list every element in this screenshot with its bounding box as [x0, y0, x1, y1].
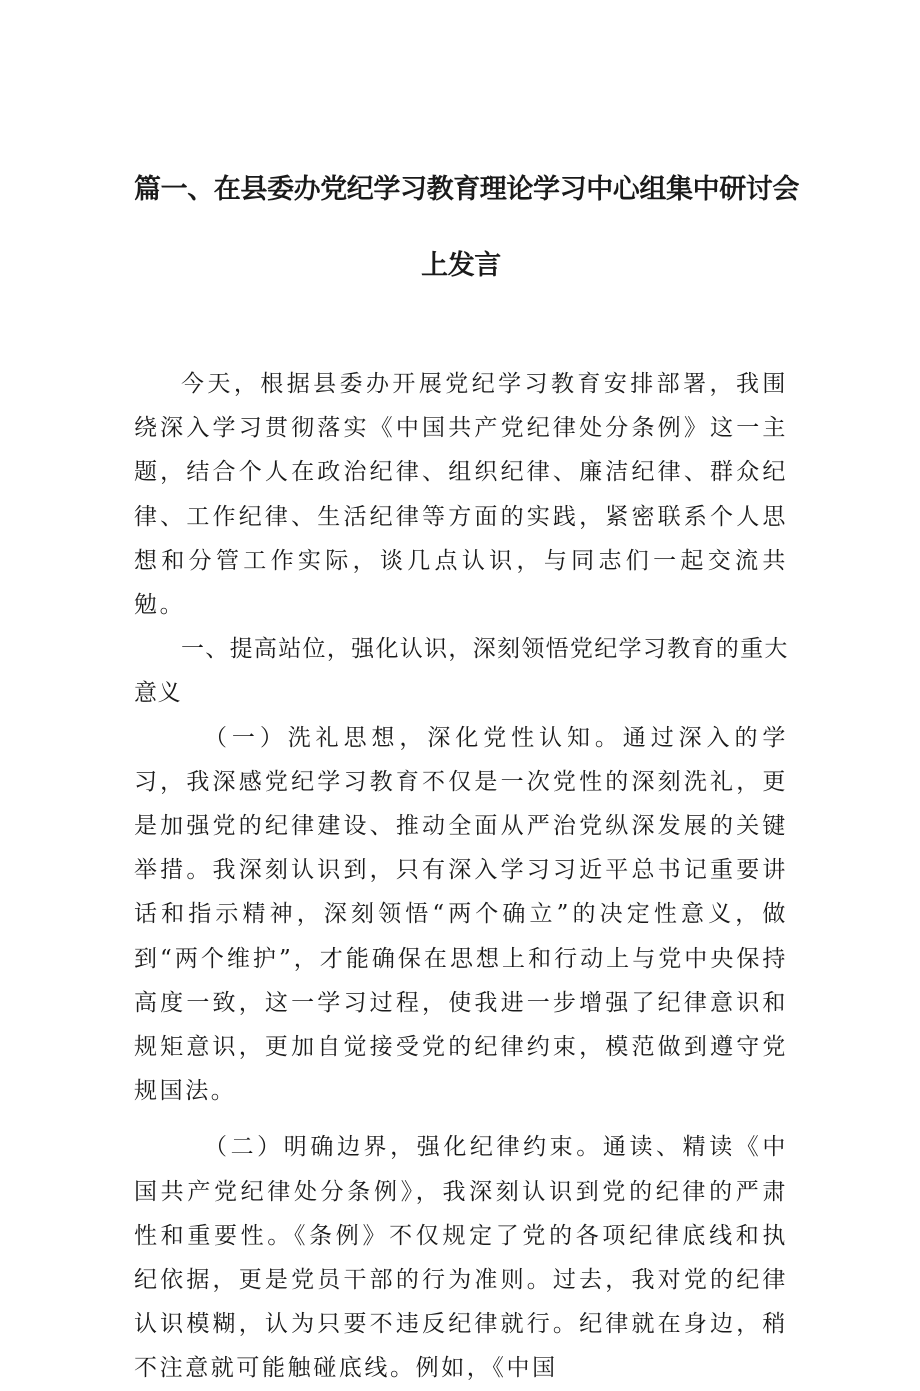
document-title-line-2: 上发言	[421, 250, 501, 281]
subsection-paragraph-2: （二）明确边界，强化纪律约束。通读、精读《中国共产党纪律处分条例》，我深刻认识到党的纪律的严肃性和重要性。《条例》不仅规定了党的各项纪律底线和执纪依据，更是党员干部的行为准则。过去，我对党的纪律认识模糊，认为只要不违反纪律就行。纪律就在身边，稍不注意就可能触碰底线。例如，《中国	[134, 1134, 788, 1382]
document-title-line-1: 篇一、在县委办党纪学习教育理论学习中心组集中研讨会	[134, 174, 799, 205]
section-heading-1: 一、提高站位，强化认识，深刻领悟党纪学习教育的重大意义	[134, 636, 788, 707]
subsection-paragraph-1: （一）洗礼思想，深化党性认知。通过深入的学习，我深感党纪学习教育不仅是一次党性的深刻洗礼，更是加强党的纪律建设、推动全面从严治党纵深发展的关键举措。我深刻认识到，只有深入学习习近平总书记重要讲话和指示精神，深刻领悟“两个确立”的决定性意义，做到“两个维护”，才能确保在思想上和行动上与党中央保持高度一致，这一学习过程，使我进一步增强了纪律意识和规矩意识，更加自觉接受党的纪律约束，模范做到遵守党规国法。	[134, 724, 788, 1105]
intro-paragraph: 今天，根据县委办开展党纪学习教育安排部署，我围绕深入学习贯彻落实《中国共产党纪律处分条例》这一主题，结合个人在政治纪律、组织纪律、廉洁纪律、群众纪律、工作纪律、生活纪律等方面的实践，紧密联系个人思想和分管工作实际，谈几点认识，与同志们一起交流共勉。	[134, 371, 788, 619]
